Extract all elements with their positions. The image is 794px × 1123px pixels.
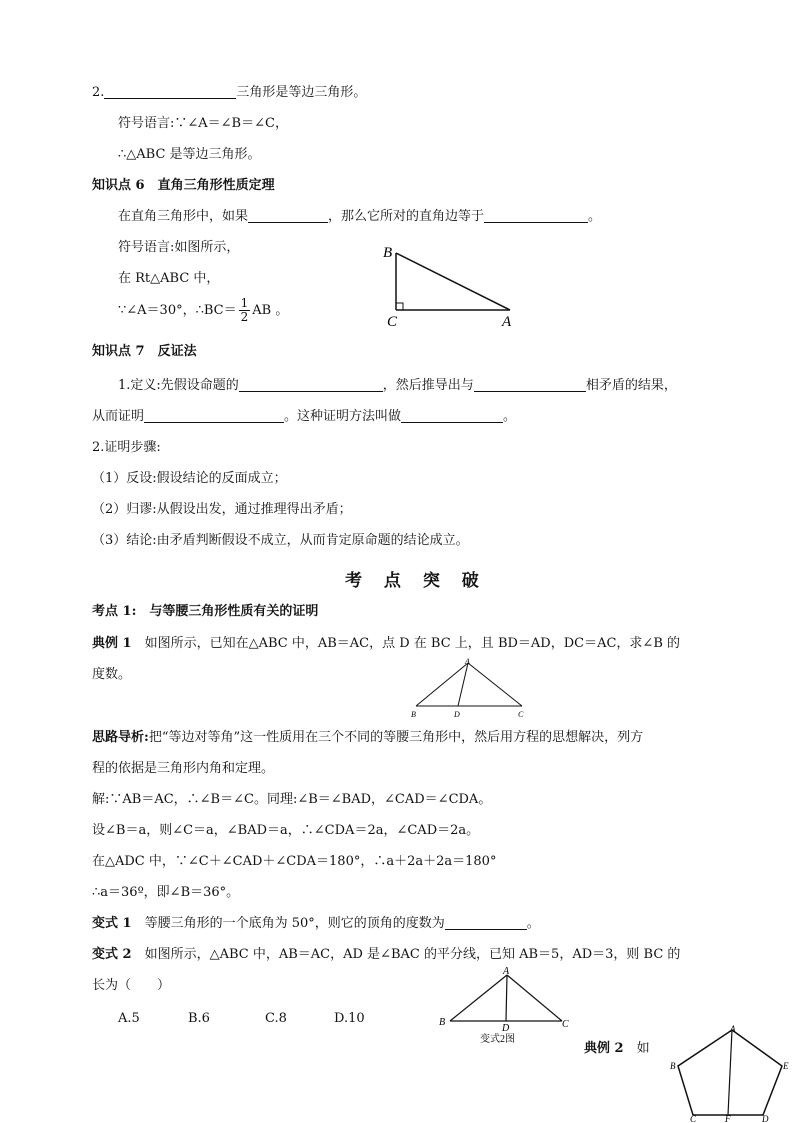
hint-line2: 程的依据是三角形内角和定理。 bbox=[92, 761, 275, 776]
variant2-label: 变式 2 bbox=[92, 947, 132, 962]
blank-kp7-prove[interactable] bbox=[144, 408, 284, 423]
pentagon-figure bbox=[664, 1022, 792, 1123]
kp7-def-c: 相矛盾的结果， bbox=[585, 378, 677, 393]
hint-text: 把“等边对等角”这一性质用在三个不同的等腰三角形中，然后用方程的思想解决，列方 bbox=[148, 730, 644, 745]
fig2-side-ac bbox=[507, 975, 562, 1021]
frac-denominator: 2 bbox=[240, 310, 249, 324]
right-angle-mark bbox=[396, 303, 403, 310]
solution-line-4: ∴a＝36º，即∠B＝36°。 bbox=[92, 885, 240, 900]
kp7-def-line1 bbox=[118, 377, 677, 395]
sec2-tail: 三角形是等边三角形。 bbox=[236, 85, 367, 100]
kp7-def-b: ，然后推导出与 bbox=[382, 378, 474, 393]
option-b[interactable]: B.6 bbox=[188, 1011, 210, 1026]
kp7-steps-title: 2.证明步骤: bbox=[92, 440, 161, 455]
kp6-given-text: ∵∠A＝30°，∴BC＝ bbox=[118, 303, 237, 318]
fig1-label-c: C bbox=[518, 710, 524, 719]
ex1-line2: 度数。 bbox=[92, 667, 132, 682]
kp6-heading: 知识点 6 直角三角形性质定理 bbox=[92, 178, 275, 193]
blank-kp7-method[interactable] bbox=[401, 408, 503, 423]
variant1-text: 等腰三角形的一个底角为 50°，则它的顶角的度数为 bbox=[131, 916, 445, 931]
blank-kp6-result[interactable] bbox=[484, 208, 588, 223]
solution-line-3: 在△ADC 中，∵∠C＋∠CAD＋∠CDA＝180°，∴a＋2a＋2a＝180° bbox=[92, 854, 497, 869]
variant1-end: 。 bbox=[526, 916, 540, 931]
variant2-line1 bbox=[92, 946, 680, 964]
ex2-line bbox=[584, 1040, 650, 1058]
kp6-symbol: 符号语言:如图所示， bbox=[118, 240, 240, 255]
fig2-label-a: A bbox=[503, 966, 510, 977]
kp7-def-d: 从而证明 bbox=[92, 409, 145, 424]
right-triangle-figure bbox=[378, 240, 518, 330]
kp6-line-b: ，那么它所对的直角边等于 bbox=[328, 209, 485, 224]
blank-kp6-condition[interactable] bbox=[248, 208, 328, 223]
fig1-label-d: D bbox=[454, 710, 460, 719]
solution-line-2: 设∠B＝a，则∠C＝a，∠BAD＝a，∴∠CDA＝2a，∠CAD＝2a。 bbox=[92, 823, 480, 838]
blank-variant1[interactable] bbox=[445, 915, 527, 930]
kp6-rt: 在 Rt△ABC 中， bbox=[118, 271, 220, 286]
fig2-label-c: C bbox=[562, 1019, 569, 1030]
kp6-statement bbox=[118, 208, 601, 226]
fig1-label-b: B bbox=[411, 710, 416, 719]
variant1-line bbox=[92, 915, 540, 933]
option-d[interactable]: D.10 bbox=[334, 1011, 365, 1026]
kp7-step-3: （3）结论:由矛盾判断假设不成立，从而肯定原命题的结论成立。 bbox=[92, 533, 469, 548]
kp6-ab: AB 。 bbox=[252, 303, 289, 318]
blank-kp7-assume[interactable] bbox=[239, 377, 383, 392]
ex1-label: 典例 1 bbox=[92, 636, 132, 651]
fig2-bisector-ad bbox=[506, 975, 507, 1021]
fig3-label-e: E bbox=[783, 1061, 789, 1071]
sec2-symbol: 符号语言:∵∠A＝∠B＝∠C， bbox=[118, 116, 288, 131]
fig-label-b: B bbox=[383, 245, 393, 261]
ex1-text: 如图所示，已知在△ABC 中，AB＝AC，点 D 在 BC 上，且 BD＝AD，DC＝AC，求∠B 的 bbox=[131, 636, 681, 651]
option-a[interactable]: A.5 bbox=[118, 1011, 140, 1026]
kp7-step-2: （2）归谬:从假设出发，通过推理得出矛盾； bbox=[92, 502, 352, 517]
hint-label: 思路导析: bbox=[92, 730, 149, 745]
fig2-label-d: D bbox=[502, 1023, 510, 1034]
frac-numerator: 1 bbox=[240, 296, 249, 310]
kp6-given bbox=[118, 296, 288, 326]
section-title: 考 点 突 破 bbox=[345, 571, 487, 591]
fig1-label-a: A bbox=[465, 657, 470, 666]
hint-line1 bbox=[92, 729, 643, 747]
variant2-line2: 长为（ ） bbox=[92, 978, 171, 993]
ex2-text: 如 bbox=[623, 1041, 650, 1056]
fig3-label-c: C bbox=[690, 1114, 697, 1123]
variant2-text: 如图所示，△ABC 中，AB＝AC，AD 是∠BAC 的平分线，已知 AB＝5，AD＝3，则 BC 的 bbox=[131, 947, 681, 962]
fig-label-c: C bbox=[387, 314, 398, 330]
fig2-side-ab bbox=[450, 975, 507, 1021]
option-c[interactable]: C.8 bbox=[265, 1011, 287, 1026]
kp7-def-a: 1.定义:先假设命题的 bbox=[118, 378, 239, 393]
kp7-def-f: 。 bbox=[503, 409, 517, 424]
variant1-label: 变式 1 bbox=[92, 916, 132, 931]
example1-figure bbox=[406, 656, 534, 720]
fig2-label-b: B bbox=[439, 1017, 446, 1028]
variant2-figure bbox=[434, 964, 574, 1046]
kp6-line-a: 在直角三角形中，如果 bbox=[118, 209, 249, 224]
blank-sec2[interactable] bbox=[104, 84, 236, 99]
blank-kp7-contradict[interactable] bbox=[474, 377, 586, 392]
kp7-heading: 知识点 7 反证法 bbox=[92, 344, 197, 359]
pentagon-segment-af bbox=[728, 1030, 732, 1115]
ex1-line1 bbox=[92, 635, 680, 653]
sec2-conclusion: ∴△ABC 是等边三角形。 bbox=[118, 147, 261, 162]
ex2-label: 典例 2 bbox=[584, 1041, 624, 1056]
solution-line-1: 解:∵AB＝AC，∴∠B＝∠C。同理:∠B＝∠BAD，∠CAD＝∠CDA。 bbox=[92, 792, 492, 807]
kp7-def-line2 bbox=[92, 408, 516, 426]
kp7-def-e: 。这种证明方法叫做 bbox=[284, 409, 402, 424]
side-ab bbox=[396, 253, 510, 310]
fig-label-a: A bbox=[502, 314, 512, 330]
kd1-heading: 考点 1: 与等腰三角形性质有关的证明 bbox=[92, 604, 319, 619]
fig3-label-b: B bbox=[670, 1061, 676, 1071]
sec2-num: 2. bbox=[92, 85, 105, 100]
sec2-line bbox=[92, 84, 366, 102]
fig3-label-d: D bbox=[762, 1114, 769, 1123]
kp6-line-c: 。 bbox=[588, 209, 602, 224]
fig3-label-f: F bbox=[725, 1114, 731, 1123]
kp7-step-1: （1）反设:假设结论的反面成立； bbox=[92, 471, 287, 486]
fig1-side-ac bbox=[468, 663, 522, 706]
fig3-label-a: A bbox=[730, 1024, 736, 1034]
fraction-one-half bbox=[239, 297, 251, 324]
fig2-caption: 变式2图 bbox=[480, 1034, 515, 1045]
fig1-side-ab bbox=[416, 663, 468, 706]
